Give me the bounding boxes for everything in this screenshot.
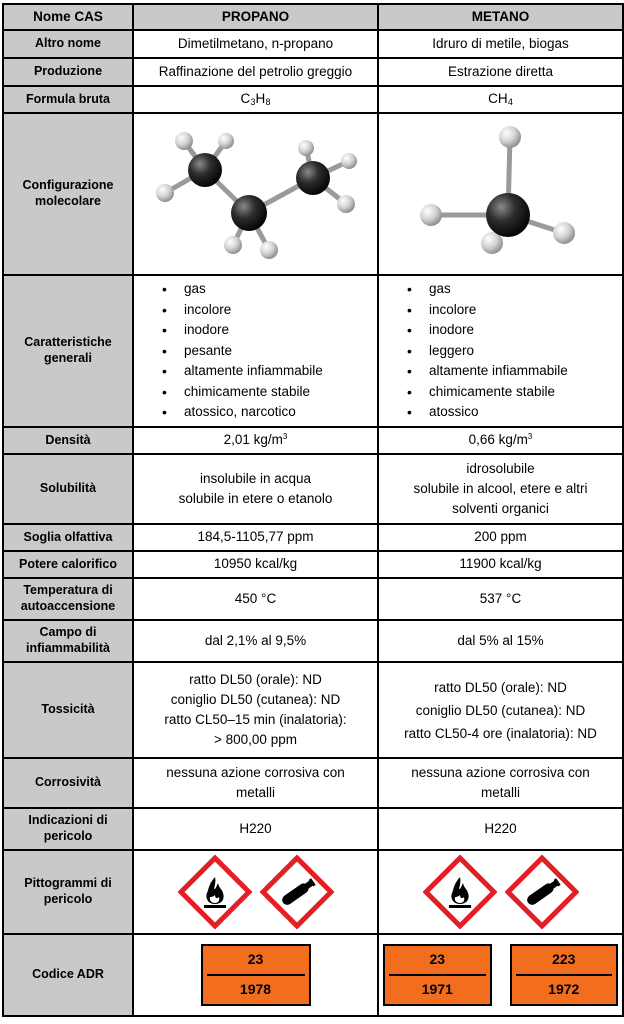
propano-caratteristiche (133, 275, 378, 427)
metano-temperatura: 537 °C (378, 578, 623, 620)
label-pittogrammi: Pittogrammi di pericolo (3, 850, 133, 934)
label-produzione: Produzione (3, 58, 133, 86)
row-potere (3, 551, 623, 578)
gas-cylinder-pictogram-icon (505, 855, 579, 929)
label-altro-nome: Altro nome (3, 30, 133, 58)
gas-comparison-table (2, 3, 622, 1017)
methane-molecule-icon (386, 115, 616, 269)
label-corrosivita: Corrosività (3, 758, 133, 808)
row-formula (3, 86, 623, 113)
text-line: solubile in etere o etanolo (178, 491, 333, 506)
propano-molecule-model (133, 113, 378, 275)
adr-hazard-number: 223 (552, 951, 576, 968)
text-line: ratto DL50 (orale): ND (434, 679, 567, 695)
propano-altro-nome: Dimetilmetano, n-propano (133, 30, 378, 58)
adr-hazard-number: 23 (429, 951, 446, 968)
metano-caratteristiche (378, 275, 623, 427)
list-item: • atossico (407, 402, 618, 423)
metano-indicazioni: H220 (378, 808, 623, 850)
adr-un-number: 1978 (239, 981, 272, 998)
text-line: solubile in alcool, etere e altri (413, 481, 588, 496)
text-line: coniglio DL50 (cutanea): ND (415, 702, 586, 718)
list-item: • incolore (407, 300, 618, 321)
label-formula: Formula bruta (3, 86, 133, 113)
adr-plate (383, 944, 492, 1006)
header-metano: METANO (378, 4, 623, 30)
list-item: • inodore (407, 320, 618, 341)
label-potere: Potere calorifico (3, 551, 133, 578)
list-item: • gas (162, 279, 373, 300)
propano-adr (133, 934, 378, 1016)
metano-altro-nome: Idruro di metile, biogas (378, 30, 623, 58)
row-tossicita (3, 662, 623, 758)
propano-formula (133, 86, 378, 113)
formula-h: H (255, 91, 266, 107)
row-indicazioni (3, 808, 623, 850)
propano-temperatura: 450 °C (133, 578, 378, 620)
propano-soglia: 184,5-1105,77 ppm (133, 524, 378, 551)
label-indicazioni: Indicazioni di pericolo (3, 808, 133, 850)
text-line: > 800,00 ppm (214, 732, 297, 747)
list-item: • altamente infiammabile (162, 361, 373, 382)
text-line: ratto DL50 (orale): ND (189, 672, 322, 687)
text-line: metalli (480, 785, 520, 800)
label-soglia: Soglia olfattiva (3, 524, 133, 551)
formula-c-index: 3 (250, 97, 256, 108)
flame-pictogram-icon (423, 855, 497, 929)
metano-potere: 11900 kcal/kg (378, 551, 623, 578)
propano-pittogrammi (133, 850, 378, 934)
text-line: ratto CL50–15 min (inalatoria): (164, 712, 347, 727)
metano-corrosivita (378, 758, 623, 808)
text-line: metalli (235, 785, 275, 800)
propano-char-list (138, 279, 373, 423)
adr-plate (510, 944, 619, 1006)
row-densita (3, 427, 623, 454)
list-item: • atossico, narcotico (162, 402, 373, 423)
metano-densita (378, 427, 623, 454)
row-adr (3, 934, 623, 1016)
adr-hazard-number: 23 (247, 951, 264, 968)
metano-campo: dal 5% al 15% (378, 620, 623, 662)
text-line: coniglio DL50 (cutanea): ND (170, 692, 341, 707)
density-value: 2,01 kg/m (223, 432, 283, 448)
text-line: idrosolubile (466, 461, 535, 476)
propano-produzione: Raffinazione del petrolio greggio (133, 58, 378, 86)
metano-formula (378, 86, 623, 113)
label-solubilita: Solubilità (3, 454, 133, 524)
header-cas-label: Nome CAS (3, 4, 133, 30)
list-item: • pesante (162, 341, 373, 362)
text-line: nessuna azione corrosiva con (166, 765, 345, 780)
propano-potere: 10950 kcal/kg (133, 551, 378, 578)
propano-indicazioni: H220 (133, 808, 378, 850)
metano-solubilita (378, 454, 623, 524)
density-exponent: 3 (527, 432, 533, 442)
metano-soglia: 200 ppm (378, 524, 623, 551)
list-item: • gas (407, 279, 618, 300)
row-soglia (3, 524, 623, 551)
label-temperatura: Temperatura di autoaccensione (3, 578, 133, 620)
header-propano: PROPANO (133, 4, 378, 30)
text-line: insolubile in acqua (199, 471, 312, 486)
row-altro-nome (3, 30, 623, 58)
list-item: • altamente infiammabile (407, 361, 618, 382)
metano-produzione: Estrazione diretta (378, 58, 623, 86)
metano-adr (378, 934, 623, 1016)
list-item: • chimicamente stabile (162, 382, 373, 403)
flame-pictogram-icon (178, 855, 252, 929)
metano-char-list (383, 279, 618, 423)
label-campo: Campo di infiammabilità (3, 620, 133, 662)
header-row (3, 4, 623, 30)
label-configurazione: Configurazione molecolare (3, 113, 133, 275)
formula-ch: CH (488, 91, 508, 107)
row-solubilita (3, 454, 623, 524)
label-tossicita: Tossicità (3, 662, 133, 758)
gas-cylinder-pictogram-icon (260, 855, 334, 929)
list-item: • incolore (162, 300, 373, 321)
list-item: • inodore (162, 320, 373, 341)
metano-tossicita (378, 662, 623, 758)
row-corrosivita (3, 758, 623, 808)
propano-densita (133, 427, 378, 454)
list-item: • leggero (407, 341, 618, 362)
formula-h-index: 8 (265, 97, 271, 108)
label-adr: Codice ADR (3, 934, 133, 1016)
density-value: 0,66 kg/m (468, 432, 528, 448)
row-produzione (3, 58, 623, 86)
row-configurazione (3, 113, 623, 275)
adr-plate (201, 944, 311, 1006)
row-caratteristiche (3, 275, 623, 427)
adr-un-number: 1972 (548, 981, 580, 998)
metano-pittogrammi (378, 850, 623, 934)
formula-c: C (240, 91, 251, 107)
row-campo (3, 620, 623, 662)
text-line: solventi organici (452, 501, 549, 516)
propano-tossicita (133, 662, 378, 758)
propano-solubilita (133, 454, 378, 524)
metano-molecule-model (378, 113, 623, 275)
row-temperatura (3, 578, 623, 620)
adr-un-number: 1971 (421, 981, 453, 998)
density-exponent: 3 (282, 432, 288, 442)
propane-molecule-icon (141, 115, 371, 269)
label-densita: Densità (3, 427, 133, 454)
list-item: • chimicamente stabile (407, 382, 618, 403)
label-caratteristiche: Caratteristiche generali (3, 275, 133, 427)
propano-corrosivita (133, 758, 378, 808)
propano-campo: dal 2,1% al 9,5% (133, 620, 378, 662)
text-line: ratto CL50-4 ore (inalatoria): ND (404, 725, 597, 741)
text-line: nessuna azione corrosiva con (411, 765, 590, 780)
row-pittogrammi (3, 850, 623, 934)
formula-h-index: 4 (507, 97, 513, 108)
